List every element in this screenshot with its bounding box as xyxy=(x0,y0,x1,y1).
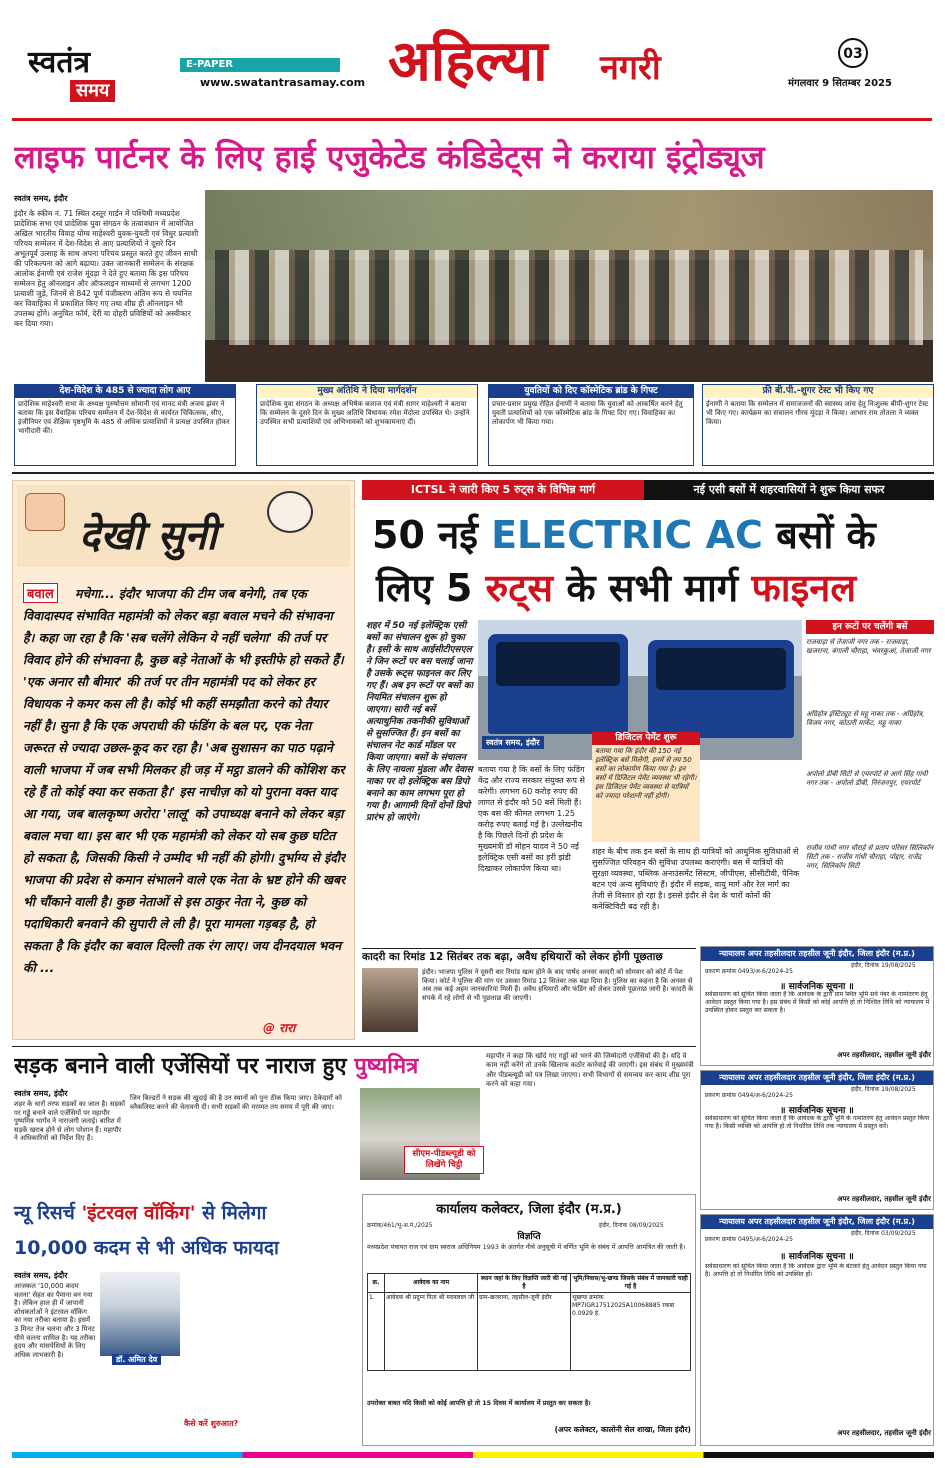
lead-byline: स्वतंत्र समय, इंदौर xyxy=(14,194,68,203)
collector-td-4: भूखण्ड क्रमांक MP7IGR17512025A10068885 रकबा 0.0929 हे. xyxy=(571,1293,691,1371)
doctor-name: डॉ. अमित देव xyxy=(112,1354,161,1365)
collector-footer: उपरोक्त बाबत यदि किसी को कोई आपत्ति हो तो 15 दिवस में कार्यालय में प्रस्तुत कर सकता है। xyxy=(367,1399,591,1407)
notice-2-sign: अपर तहसीलदार, तहसील जूनी इंदौर xyxy=(837,1195,931,1203)
subbox-3-text: प्रचार-प्रसार प्रमुख रोहित ईनाणी ने बताया कि युवाओं को आकर्षित करने हेतु युवती प्रत्याशियों को एक कॉस्मेटिक ब्रांड के गिफ्ट दिए गए। विवाहिका का लोकार्पण भी किया गया। xyxy=(492,400,683,426)
subbox-2-title: मुख्य अतिथि ने दिया मार्गदर्शन xyxy=(257,385,477,398)
collector-ref-right: इंदौर, दिनांक 08/09/2025 xyxy=(599,1222,664,1229)
logo-top: स्वतंत्र xyxy=(28,45,91,80)
notice-1-sign: अपर तहसीलदार, तहसील जूनी इंदौर xyxy=(837,1051,931,1059)
notice-3-office: न्यायालय अपर तहसीलदार तहसील जूनी इंदौर, जिला इंदौर (म.प्र.) xyxy=(701,1215,933,1229)
doctor-photo xyxy=(100,1272,180,1356)
notice-3-text: सर्वसाधारण को सूचित किया जाता है कि आवेदक द्वारा भूमि के बंटवारे हेतु आवेदन प्रस्तुत किया गया है। आपत्ति हो तो निर्धारित तिथि को उपस्थित हों। xyxy=(705,1263,927,1278)
subbox-4 xyxy=(702,384,934,466)
page-number: 03 xyxy=(838,38,868,68)
column-hand-icon xyxy=(25,493,65,531)
epaper-label: E-PAPER xyxy=(180,58,340,72)
collector-td-2: आवेदक श्री प्रदुम्न पिता श्री मदनलाल जी xyxy=(385,1293,478,1371)
bus-2-windshield xyxy=(656,648,786,690)
route-3: अपोलो डीबी सिटी से एयरपोर्ट से आगे सिंह गांधी नगर तक - अपोलो डीबी, निरंजनपुर, एयरपोर्ट xyxy=(806,770,928,787)
website[interactable]: www.swatantrasamay.com xyxy=(200,76,366,89)
digital-title: डिजिटल पेमेंट शुरू xyxy=(592,732,700,745)
subbox-3 xyxy=(488,384,694,466)
road-callout: सीएम-पीडब्ल्यूडी को लिखेंगे चिट्ठी xyxy=(404,1146,484,1174)
bottom-bar xyxy=(12,1452,934,1458)
notice-1-date: इंदौर, दिनांक 19/08/2025 xyxy=(851,962,916,969)
notice-2-title: ॥ सार्वजनिक सूचना ॥ xyxy=(780,1106,854,1116)
notice-3 xyxy=(700,1214,934,1446)
qadri-body: इंदौर। भाजपा पुलिस ने दूसरी बार रिमांड खत्म होने के बाद पार्षद अनवर कादरी को सोमवार को कोर्ट में पेश किया। कोर्ट ने पुलिस की मांग पर उसका रिमांड 12 सितंबर तक बढ़ा दिया है। पुलिस का कहना है कि अनवर से अब तक कई अहम जानकारियां मिली हैं। अवैध हथियारों और फंडिंग को लेकर उससे पूछताछ जारी है। कादरी के संपर्क में रहे लोगों से भी पूछताछ की जाएगी। xyxy=(422,968,694,1002)
photo-people xyxy=(215,250,923,345)
bus-headline-1c: बसों के xyxy=(776,513,876,557)
walking-headline-1c: से मिलेगा xyxy=(202,1202,267,1224)
bus-body-2: शहर के बीच तक इन बसों के साथ ही यात्रियों को आधुनिक सुविधाओं से सुसज्जित परिवहन की सुविधा उपलब्ध कराएंगी। बस में यात्रियों की सुरक्षा व्यवस्था, पब्लिक अनाउंसमेंट सिस्टम, जीपीएस, सीसीटीवी, पैनिक बटन एवं अन्य सुविधाएं हैं। इंदौर में सड़क, वायु मार्ग और रेल मार्ग का तेजी से विस्तार हो रहा है। इससे इंदौर से देश के चारों कोनों की कनेक्टिविटी बढ़ रही है। xyxy=(592,847,800,911)
collector-th-1: क्र. xyxy=(368,1274,385,1293)
logo-bottom: समय xyxy=(70,80,115,102)
qadri-photo xyxy=(362,968,418,1032)
subbox-1-text: प्रादेशिक माहेश्वरी सभा के अध्यक्ष पुरुषोत्तम सोमानी एवं मानद मंत्री अजय झंवर ने बताया कि इस वैवाहिक परिचय सम्मेलन में देश-विदेश से कार्यरत चिकित्सक, सीए, इंजीनियर एवं शैक्षिक पृष्ठभूमि के 485 से अधिक प्रत्याशियों ने प्रत्यक्ष उपस्थित होकर भागीदारी की। xyxy=(18,400,230,435)
lead-body: इंदौर के स्कीम नं. 71 स्थित दस्तूर गार्डन में पश्चिमी मध्यप्रदेश प्रादेशिक सभा एवं प्रादेशिक युवा संगठन के तत्वावधान में आयोजित अखिल भारतीय विवाह योग्य माहेश्वरी युवक-युवती एवं विधुर प्रत्याशी परिचय सम्मेलन में देश-विदेश से आए प्रत्याशियों ने दूसरे दिन अभूतपूर्व उत्साह के साथ अपना परिचय प्रस्तुत करते हुए जीवन साथी की परिकल्पना को आगे बढ़ाया। उक्त जानकारी सम्मेलन के संरक्षक आलोक ईनाणी एवं राजेश मूंदड़ा ने देते हुए बताया कि इस परिचय सम्मेलन हेतु ऑनलाइन और ऑफलाइन माध्यमों से लगभग 1200 प्रत्याशी जुड़े, जिनमें से 842 पूर्ण पंजीकरण अंतिम रूप से चयनित कर विवाहिका में प्रकाशित किए गए तथा शीघ्र ही ऑनलाइन भी उपलब्ध होंगे। अनुचित फॉर्म, देरी या दोहरी प्रविष्टियों को अस्वीकार कर दिया गया। xyxy=(14,209,199,328)
notice-2-date: इंदौर, दिनांक 19/08/2025 xyxy=(851,1086,916,1093)
routes-box xyxy=(806,620,934,940)
road-body-3: महापौर ने कहा कि खोदे गए गड्ढों को भरने की जिम्मेदारी एजेंसियों की है। यदि वे काम नहीं करेंगे तो उनके खिलाफ कठोर कार्रवाई की जाएगी। इस संबंध में मुख्यमंत्री और पीडब्ल्यूडी को पत्र लिखा जाएगा। सभी विभागों से समन्वय कर काम शीघ्र पूरा करने को कहा गया। xyxy=(486,1052,694,1089)
column-face-icon xyxy=(267,491,313,533)
masthead-rule xyxy=(12,118,932,121)
bus-tag-right: नई एसी बसों में शहरवासियों ने शुरू किया सफर xyxy=(644,480,934,500)
road-headline-b: पुष्यमित्र xyxy=(354,1054,419,1079)
section-title-a: अहिल्या xyxy=(388,28,548,94)
subbox-4-text: ईनाणी ने बताया कि सम्मेलन में समाजजनों की स्वास्थ्य जांच हेतु निःशुल्क बीपी-शुगर टेस्ट भी किए गए। कार्यक्रम का संचालन गौरव मूंदड़ा ने किया। आभार राम तोतला ने व्यक्त किया। xyxy=(706,400,929,426)
bus-headline-2a: लिए 5 xyxy=(376,566,473,610)
bus-headline-1b: ELECTRIC AC xyxy=(491,513,763,557)
section-rule-2 xyxy=(12,1046,696,1047)
collector-td-3: ग्राम-खजराना, तहसील-जूनी इंदौर xyxy=(478,1293,571,1371)
notice-3-ref: प्रकरण क्रमांक 0495/अ-6/2024-25 xyxy=(705,1236,793,1243)
notice-3-title: ॥ सार्वजनिक सूचना ॥ xyxy=(780,1252,854,1262)
route-2: अग्रिहोत्र इंस्टिट्यूट से महू नाका तक - अग्रिहोत्र, विजय नगर, कोठारी मार्केट, महू नाका xyxy=(806,710,925,727)
collector-td-1: 1. xyxy=(368,1293,385,1371)
notice-1-title: ॥ सार्वजनिक सूचना ॥ xyxy=(780,982,854,992)
bus-1-windshield xyxy=(496,642,620,686)
column-header xyxy=(17,485,350,567)
road-byline: स्वतंत्र समय, इंदौर xyxy=(14,1089,68,1098)
notice-2 xyxy=(700,1070,934,1210)
bus-byline: स्वतंत्र समय, इंदौर xyxy=(482,736,544,749)
collector-th-3: स्थान जहां के लिए विज्ञप्ति जारी की गई है xyxy=(478,1274,571,1293)
notice-1 xyxy=(700,946,934,1066)
bus-headline-1a: 50 नई xyxy=(372,513,478,557)
photo-stage xyxy=(205,340,933,382)
road-body-2: जिन बिल्डरों ने सड़क की खुदाई की है उन स्थानों को पुनः ठीक किया जाए। ठेकेदारों को ब्लैकलिस्ट करने की चेतावनी दी। सभी सड़कों की मरम्मत तय समय में पूरी की जाए। xyxy=(130,1094,342,1111)
walking-headline-1 xyxy=(14,1196,354,1230)
bus-headline-line-1 xyxy=(372,510,932,560)
lead-photo xyxy=(205,190,933,382)
walking-headline-1a: न्यू रिसर्च xyxy=(14,1202,75,1224)
qadri-headline: कादरी का रिमांड 12 सितंबर तक बढ़ा, अवैध हथियारों को लेकर होगी पूछताछ xyxy=(362,948,696,965)
section-rule-1 xyxy=(12,472,934,474)
walking-howto: कैसे करें शुरुआत? xyxy=(184,1419,239,1428)
bus-intro: शहर में 50 नई इलेक्ट्रिक एसी बसों का संचालन शुरू हो चुका है। इसी के साथ आईसीटीएसएल ने जिन रूटों पर बस चलाई जाना है उसके रूट्स फाइनल कर लिए गए हैं। अब इन रूटों पर बसों का नियमित संचालन शुरू हो जाएगा। सारी नई बसें अत्याधुनिक तकनीकी सुविधाओं से सुसज्जित हैं। इन बसों का संचालन नेट कार्ड मॉडल पर किया जाएगा। बसों के संचालन के लिए नायला मुंडला और देवास नाका पर दो इलेक्ट्रिक बस डिपो बनाने का काम लगभग पूरा हो गया है। आगामी दिनों दोनों डिपो प्रारंभ हो जाएंगे। xyxy=(366,621,474,823)
route-4: राजीव गांधी नगर चौराहे से प्रताप परिसर सिलिकॉन सिटी तक - राजीव गांधी चौराहा, पोद्दार, राजेंद्र नगर, सिलिकॉन सिटी xyxy=(806,844,934,870)
walking-body: आजकल '10,000 कदम चलना' सेहत का पैमाना बन गया है। लेकिन हाल ही में जापानी शोधकर्ताओं ने इंटरवल वॉकिंग का नया तरीका बताया है। इसमें 3 मिनट तेज चलना और 3 मिनट धीमे चलना शामिल है। यह तरीका हृदय और मांसपेशियों के लिए अधिक लाभकारी है। xyxy=(14,1282,96,1359)
digital-text: बताया गया कि इंदौर की 150 नई इलेक्ट्रिक बसें मिलेंगी, इनमें से तय 50 बसों का लोकार्पण किया गया है। इन बसों में डिजिटल पेमेंट व्यवस्था भी रहेगी। इस डिजिटल पेमेंट व्यवस्था से यात्रियों को ज्यादा परेशानी नहीं होगी। xyxy=(595,747,697,800)
issue-date: मंगलवार 9 सितम्बर 2025 xyxy=(788,78,892,89)
column-body: मचेगा... इंदौर भाजपा की टीम जब बनेगी, तब एक विवादास्पद संभावित महामंत्री को लेकर बड़ा बवाल मचने की संभावना है। कहा जा रहा है कि 'सब चलेंगे लेकिन ये नहीं चलेगा' की तर्ज पर विवाद होने की संभावना है, कुछ बड़े नेताओं के भी इस्तीफे हो सकते हैं। 'एक अनार सौ बीमार' की तर्ज पर तीन महामंत्री पद को लेकर हर विधायक ने कमर कस ली है। कोई भी कहीं समझौता करने को तैयार नहीं है। सुना है कि एक अपराधी की फंडिंग के बल पर, एक नेता जरूरत से ज्यादा उछल-कूद कर रहा है। 'अब सुशासन का पाठ पढ़ाने वाली भाजपा में जब सभी मिलकर ही जड़ में मट्ठा डालने की कोशिश कर रहे हैं तो कोई क्या कर सकता है।' इस नाचीज़ को यो पुराना वक्त याद आ गया, जब बालकृष्ण अरोरा 'लालू' को उपाध्यक्ष बनाने को लेकर बड़ा बवाल मचा था। इस बार भी एक महामंत्री को लेकर यो सब कुछ घटित हो सकता है, जिसकी किसी ने उम्मीद भी नहीं की होगी। दुर्भाग्य से इंदौर भाजपा की प्रदेश से कमान संभालने वाले एक नेता के भ्रष्ट होने की खबर भी चौंकाने वाली है। कुछ नेताओं से इस ठाकुर नेता ने, कुछ को पदाधिकारी बनवाने की सुपारी ले ली है। पूरा मामला गड़बड़ है, हो सकता है कि इंदौर का बवाल दिल्ली तक रंग लाए। जय दीनदयाल भवन की ... xyxy=(23,586,346,975)
bus-headline-2c: के सभी मार्ग xyxy=(566,566,739,610)
collector-th-4: भूमि/निवास/भू-खण्ड जिसके संबंध में जानकारी चाही गई है xyxy=(571,1274,691,1293)
subbox-1 xyxy=(14,384,236,466)
subbox-2-text: प्रादेशिक युवा संगठन के अध्यक्ष अभिषेक बजाज एवं मंत्री सागर माहेश्वरी ने बताया कि सम्मेलन के दूसरे दिन के मुख्य अतिथि विधायक रमेश मेंदोला उपस्थित थे। उन्होंने उपस्थित सभी प्रत्याशियों एवं अभिभावकों को शुभकामनाएं दीं। xyxy=(260,400,470,426)
collector-subtitle: विज्ञप्ति xyxy=(517,1232,541,1242)
notice-3-date: इंदौर, दिनांक 03/09/2025 xyxy=(851,1230,916,1237)
collector-intro: मध्यप्रदेश पंचायत राज एवं ग्राम स्वराज अधिनियम 1993 के अंतर्गत नीचे अनुसूची में वर्णित भूमि के संबंध में आपत्ति आमंत्रित की जाती है। xyxy=(367,1243,686,1251)
bus-headline-2d: फाइनल xyxy=(751,566,857,610)
bus-tag-left: ICTSL ने जारी किए 5 रुट्स के विभिन्न मार्ग xyxy=(362,480,644,500)
collector-signature: (अपर कलेक्टर, कालोनी सेल शाखा, जिला इंदौर) xyxy=(554,1425,691,1434)
notice-2-office: न्यायालय अपर तहसीलदार तहसील जूनी इंदौर, जिला इंदौर (म.प्र.) xyxy=(701,1071,933,1085)
notice-2-text: सर्वसाधारण को सूचित किया जाता है कि आवेदक के द्वारा भूमि के नामांतरण हेतु आवेदन प्रस्तुत किया गया है। किसी व्यक्ति को आपत्ति हो तो निर्धारित तिथि तक न्यायालय में प्रस्तुत करें। xyxy=(705,1115,930,1130)
bus-headline-2b: रुट्स xyxy=(485,566,554,610)
walking-body-2 xyxy=(184,1272,354,1432)
subbox-4-title: फ्री बी.पी.-शुगर टेस्ट भी किए गए xyxy=(703,385,933,398)
column-signature: @ रारा xyxy=(263,1021,296,1035)
subbox-2 xyxy=(256,384,478,466)
notice-1-office: न्यायालय अपर तहसीलदार तहसील जूनी इंदौर, जिला इंदौर (म.प्र.) xyxy=(701,947,933,961)
road-headline-a: सड़क बनाने वाली एजेंसियों पर नाराज हुए xyxy=(14,1054,347,1079)
collector-title: कार्यालय कलेक्टर, जिला इंदौर (म.प्र.) xyxy=(436,1202,622,1217)
column-kicker: बवाल xyxy=(23,583,58,603)
collector-ref-left: क्रमांक/461/भू-अ.मं./2025 xyxy=(367,1222,433,1229)
routes-title: इन रूटों पर चलेंगी बसें xyxy=(806,620,934,634)
collector-notice xyxy=(362,1194,696,1446)
column-title: देखी सुनी xyxy=(79,512,217,559)
walking-headline-1b: 'इंटरवल वॉकिंग' xyxy=(81,1202,196,1224)
road-headline xyxy=(14,1050,484,1084)
subbox-1-title: देश-विदेश के 485 से ज्यादा लोग आए xyxy=(15,385,235,398)
walking-byline: स्वतंत्र समय, इंदौर xyxy=(14,1271,68,1280)
lead-headline: लाइफ पार्टनर के लिए हाई एजुकेटेड कंडिडेट्स ने कराया इंट्रोड्यूज xyxy=(14,138,765,176)
section-title-b: नगरी xyxy=(600,48,661,88)
notice-3-sign: अपर तहसीलदार, तहसील जूनी इंदौर xyxy=(837,1429,931,1437)
notice-2-ref: प्रकरण क्रमांक 0494/अ-6/2024-25 xyxy=(705,1092,793,1099)
road-body-1: शहर के चारों तरफ सड़कों का जाल है। सड़कों पर गड्ढे बनाने वाले एजेंसियों पर महापौर पुष्यमित्र भार्गव ने नाराजगी जताई। बारिश में सड़कें खराब होने से लोग परेशान हैं। महापौर ने अधिकारियों को निर्देश दिए हैं। xyxy=(14,1100,126,1143)
masthead xyxy=(0,0,945,115)
route-1: राजवाड़ा से तेजाजी नगर तक - राजवाड़ा, खजराना, बंगाली चौराहा, भंवरकुआं, तेजाजी नगर xyxy=(806,638,931,655)
digital-box xyxy=(592,732,700,842)
collector-table xyxy=(367,1273,691,1371)
bus-body-1: बताया गया है कि बसों के लिए फंडिंग केंद्र और राज्य सरकार संयुक्त रूप से करेगी। लगभग 60 करोड़ रुपए की लागत से इंदौर को 50 बसें मिली हैं। एक बस की कीमत लगभग 1.25 करोड़ रुपए बताई गई है। उल्लेखनीय है कि पिछले दिनों ही प्रदेश के मुख्यमंत्री डॉ मोहन यादव ने 50 नई इलेक्ट्रिक एसी बसों का हरी झंडी दिखाकर लोकार्पण किया था। xyxy=(478,765,585,873)
notice-1-text: सर्वसाधारण को सूचित किया जाता है कि आवेदक के द्वारा ग्राम स्थित भूमि सर्वे नंबर के नामांतरण हेतु आवेदन प्रस्तुत किया गया है। इस संबंध में किसी को कोई आपत्ति हो तो निश्चित तिथि को न्यायालय में उपस्थित होकर प्रस्तुत कर सकता है। xyxy=(705,991,930,1014)
walking-headline-2: 10,000 कदम से भी अधिक फायदा xyxy=(14,1237,279,1259)
bus-headline-line-2 xyxy=(376,562,936,614)
notice-1-ref: प्रकरण क्रमांक 0493/अ-6/2024-25 xyxy=(705,968,793,975)
collector-th-2: आवेदक का नाम xyxy=(385,1274,478,1293)
column-box xyxy=(12,480,355,1040)
subbox-3-title: युवतियों को दिए कॉस्मेटिक ब्रांड के गिफ्ट xyxy=(489,385,693,398)
